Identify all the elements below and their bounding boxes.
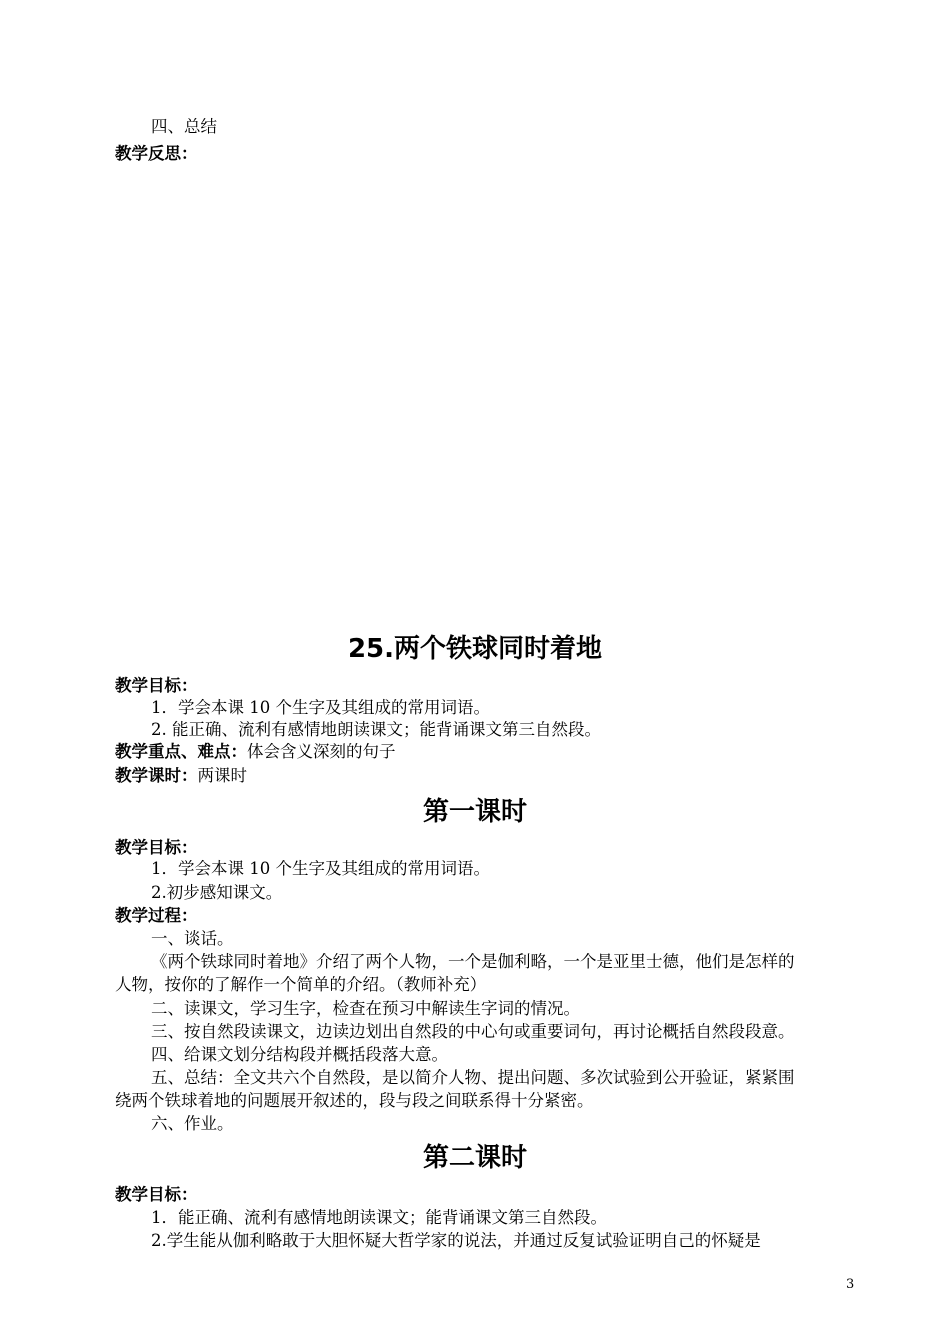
period-2-goal-1: 1．能正确、流利有感情地朗读课文；能背诵课文第三自然段。 bbox=[151, 1208, 607, 1227]
process-step-1-detail-a: 《两个铁球同时着地》介绍了两个人物，一个是伽利略，一个是亚里士德，他们是怎样的 bbox=[151, 952, 795, 971]
process-step-1-detail-b: 人物，按你的了解作一个简单的介绍。（教师补充） bbox=[115, 975, 487, 994]
process-step-2: 二、读课文，学习生字，检查在预习中解读生字词的情况。 bbox=[151, 999, 580, 1018]
lesson-goal-1: 1．学会本课 10 个生字及其组成的常用词语。 bbox=[151, 698, 490, 717]
period-1-goals-label: 教学目标： bbox=[115, 838, 198, 857]
period-1-process-label: 教学过程： bbox=[115, 906, 198, 925]
reflection-label: 教学反思： bbox=[115, 144, 198, 163]
hours-text: 两课时 bbox=[197, 766, 247, 785]
process-step-4: 四、给课文划分结构段并概括段落大意。 bbox=[151, 1045, 448, 1064]
lesson-goals-label: 教学目标： bbox=[115, 676, 198, 695]
period-2-title: 第二课时 bbox=[422, 1143, 527, 1173]
key-points-text: 体会含义深刻的句子 bbox=[247, 742, 396, 761]
period-2-goal-2: 2.学生能从伽利略敢于大胆怀疑大哲学家的说法，并通过反复试验证明自己的怀疑是 bbox=[151, 1231, 761, 1250]
key-points-label: 教学重点、难点： bbox=[115, 742, 247, 761]
process-step-6: 六、作业。 bbox=[151, 1114, 234, 1133]
process-step-3: 三、按自然段读课文，边读边划出自然段的中心句或重要词句，再讨论概括自然段段意。 bbox=[151, 1022, 795, 1041]
lesson-goal-2: 2. 能正确、流利有感情地朗读课文；能背诵课文第三自然段。 bbox=[151, 720, 601, 739]
period-1-goal-2: 2.初步感知课文。 bbox=[151, 883, 283, 902]
lesson-hours bbox=[0, 764, 950, 788]
lesson-key-points bbox=[0, 740, 950, 764]
process-step-5a: 五、总结：全文共六个自然段，是以简介人物、提出问题、多次试验到公开验证，紧紧围 bbox=[151, 1068, 795, 1087]
process-step-1: 一、谈话。 bbox=[151, 929, 234, 948]
period-2-goals-label: 教学目标： bbox=[115, 1185, 198, 1204]
period-1-title: 第一课时 bbox=[422, 797, 527, 827]
process-step-5b: 绕两个铁球着地的问题展开叙述的，段与段之间联系得十分紧密。 bbox=[115, 1091, 594, 1110]
period-1-goal-1: 1．学会本课 10 个生字及其组成的常用词语。 bbox=[151, 859, 490, 878]
page-number: 3 bbox=[846, 1277, 855, 1292]
lesson-title: 25.两个铁球同时着地 bbox=[347, 634, 603, 664]
hours-label: 教学课时： bbox=[115, 766, 198, 785]
summary-line: 四、总结 bbox=[151, 117, 217, 136]
